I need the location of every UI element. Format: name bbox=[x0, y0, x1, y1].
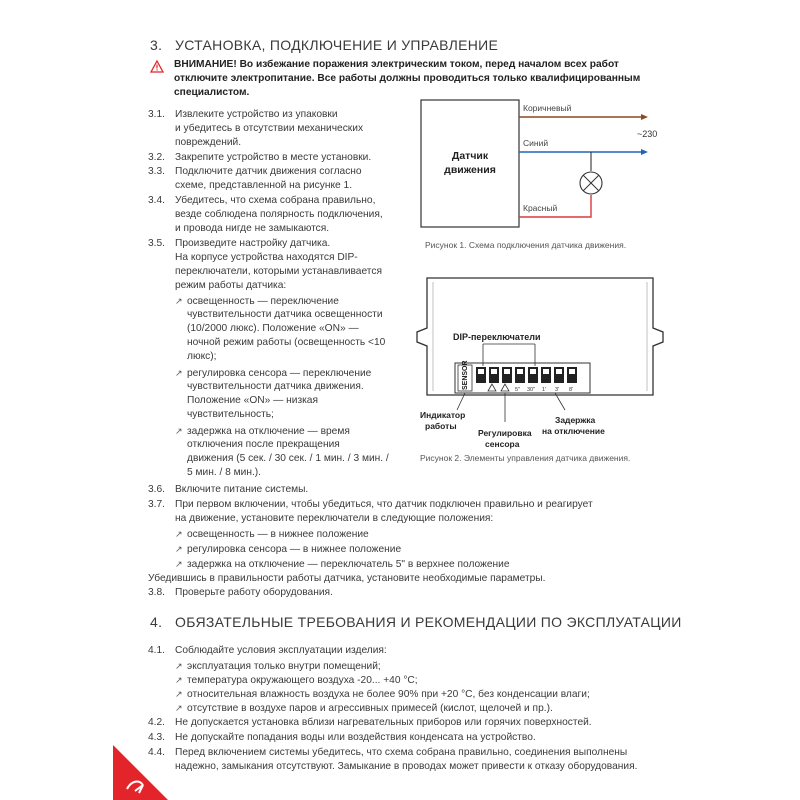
bullet-text: чувствительность; bbox=[187, 409, 274, 420]
section-number: 3. bbox=[150, 37, 163, 53]
bullet-arrow-icon: ↗ bbox=[175, 544, 183, 554]
tick-label: 8' bbox=[569, 387, 574, 393]
warning-line: отключите электропитание. Все работы должны проводиться только квалифицированным bbox=[174, 73, 641, 84]
indicator-label: Индикатор bbox=[420, 410, 466, 420]
step-text: Включите питание системы. bbox=[175, 484, 309, 495]
box-label: движения bbox=[444, 164, 496, 176]
step-text: Подключите датчик движения согласно bbox=[175, 166, 362, 177]
step-text: Проверьте работу оборудования. bbox=[175, 587, 333, 598]
step-number: 3.8. bbox=[148, 587, 165, 598]
step-text: везде соблюдена полярность подключения, bbox=[175, 209, 383, 220]
bullet-item: ↗ освещенность — в нижнее положение bbox=[175, 529, 369, 540]
step-number: 4.3. bbox=[148, 732, 165, 743]
step-text: надежно, замыкания отсутствуют. Замыкание в проводах может привести к отказу оборудования. bbox=[175, 761, 638, 772]
bullet-text: ночной режим работы (освещенность <10 bbox=[187, 337, 386, 348]
bullet-text: Положение «ON» — низкая bbox=[187, 395, 318, 406]
warning-line: специалистом. bbox=[174, 87, 250, 98]
step-text: Соблюдайте условия эксплуатации изделия: bbox=[175, 645, 387, 656]
delay-label: Задержка bbox=[555, 415, 596, 425]
bullet-item: ↗ эксплуатация только внутри помещений; bbox=[175, 661, 381, 672]
bullet-arrow-icon: ↗ bbox=[175, 689, 183, 699]
wire-label-red: Красный bbox=[523, 203, 558, 213]
bullet-text: отключения после прекращения bbox=[187, 439, 340, 450]
sensor-label: SENSOR bbox=[462, 360, 469, 390]
step-text: переключатели, которыми устанавливается bbox=[175, 266, 382, 277]
step-text: Убедитесь, что схема собрана правильно, bbox=[175, 195, 376, 206]
step-number: 3.5. bbox=[148, 238, 165, 249]
sensor-adjust-label: сенсора bbox=[485, 439, 520, 449]
step-number: 3.1. bbox=[148, 109, 165, 120]
step-text: повреждений. bbox=[175, 137, 242, 148]
tick-label: 3' bbox=[555, 387, 560, 393]
step-text: схеме, представленной на рисунке 1. bbox=[175, 180, 353, 191]
arrow-icon bbox=[641, 114, 648, 120]
bullet-arrow-icon: ↗ bbox=[175, 426, 183, 436]
bullet-arrow-icon: ↗ bbox=[175, 703, 183, 713]
controls-diagram bbox=[405, 270, 685, 450]
step-text: режим работы датчика: bbox=[175, 280, 287, 291]
step-text: Перед включением системы убедитесь, что схема собрана правильно, соединения выполнены bbox=[175, 747, 628, 758]
bullet-text: 5 мин. / 8 мин.). bbox=[187, 467, 262, 478]
step-text: Не допускается установка вблизи нагревательных приборов или горячих поверхностей. bbox=[175, 717, 592, 728]
bullet-arrow-icon: ↗ bbox=[175, 529, 183, 539]
box-label: Датчик bbox=[451, 150, 489, 162]
wire-label-blue: Синий bbox=[523, 138, 549, 148]
warning-icon bbox=[150, 60, 164, 73]
section-3-heading bbox=[150, 37, 498, 53]
step-number: 4.2. bbox=[148, 717, 165, 728]
step-text: Не допускайте попадания воды или воздействия конденсата на устройство. bbox=[175, 732, 536, 743]
bullet-item: ↗ относительная влажность воздуха не более 90% при +20 °С, без конденсации влаги; bbox=[175, 689, 590, 700]
brand-logo-icon bbox=[113, 745, 168, 800]
section-4-heading bbox=[150, 614, 682, 630]
step-number: 3.6. bbox=[148, 484, 165, 495]
step-text: и провода нигде не замыкаются. bbox=[175, 223, 330, 234]
bullet-item: ↗ задержка на отключение — переключатель 5" в верхнее положение bbox=[175, 559, 510, 570]
warning-line: ВНИМАНИЕ! Во избежание поражения электрическим током, перед началом всех работ bbox=[174, 59, 619, 70]
bullet-arrow-icon: ↗ bbox=[175, 296, 183, 306]
step-text: Извлеките устройство из упаковки bbox=[175, 109, 338, 120]
step-number: 3.2. bbox=[148, 152, 165, 163]
step-text: На корпусе устройства находятся DIP- bbox=[175, 252, 358, 263]
bullet-arrow-icon: ↗ bbox=[175, 661, 183, 671]
step-number: 3.4. bbox=[148, 195, 165, 206]
delay-label: на отключение bbox=[542, 426, 605, 436]
figure-2-caption: Рисунок 2. Элементы управления датчика движения. bbox=[420, 453, 631, 463]
bullet-text: чувствительности датчика движения. bbox=[187, 381, 364, 392]
step-text: При первом включении, чтобы убедиться, что датчик подключен правильно и реагирует bbox=[175, 499, 593, 510]
step-number: 3.7. bbox=[148, 499, 165, 510]
section-title: УСТАНОВКА, ПОДКЛЮЧЕНИЕ И УПРАВЛЕНИЕ bbox=[175, 37, 499, 53]
tick-label: 1' bbox=[542, 387, 547, 393]
step-text: Закрепите устройство в месте установки. bbox=[175, 152, 372, 163]
step-number: 4.1. bbox=[148, 645, 165, 656]
bullet-text: движения (5 сек. / 30 сек. / 1 мин. / 3 мин. / bbox=[187, 453, 389, 464]
bullet-item: ↗ регулировка сенсора — переключение bbox=[175, 368, 372, 379]
bullet-text: чувствительности датчика освещенности bbox=[187, 309, 383, 320]
step-number: 3.3. bbox=[148, 166, 165, 177]
bullet-item: ↗ освещенность — переключение bbox=[175, 296, 339, 307]
step-text: на движение, установите переключатели в следующие положения: bbox=[175, 513, 494, 524]
bullet-item: ↗ температура окружающего воздуха -20... +40 °С; bbox=[175, 675, 418, 686]
bullet-arrow-icon: ↗ bbox=[175, 368, 183, 378]
step-text: Убедившись в правильности работы датчика, установите необходимые параметры. bbox=[148, 573, 546, 584]
wiring-diagram bbox=[415, 95, 665, 245]
bullet-text: (10/2000 люкс). Положение «ON» — bbox=[187, 323, 359, 334]
sensor-adjust-label: Регулировка bbox=[478, 428, 532, 438]
bullet-arrow-icon: ↗ bbox=[175, 559, 183, 569]
bullet-item: ↗ регулировка сенсора — в нижнее положение bbox=[175, 544, 402, 555]
voltage-label: ~230 bbox=[637, 129, 658, 139]
tick-label: 30" bbox=[527, 387, 536, 393]
bullet-arrow-icon: ↗ bbox=[175, 675, 183, 685]
tick-label: 5" bbox=[515, 387, 521, 393]
bullet-item: ↗ задержка на отключение — время bbox=[175, 426, 350, 437]
step-text: Произведите настройку датчика. bbox=[175, 238, 331, 249]
section-title: ОБЯЗАТЕЛЬНЫЕ ТРЕБОВАНИЯ И РЕКОМЕНДАЦИИ ПО ЭКСПЛУАТАЦИИ bbox=[175, 614, 682, 630]
step-number: 4.4. bbox=[148, 747, 165, 758]
bullet-text: люкс); bbox=[187, 351, 217, 362]
bullet-item: ↗ отсутствие в воздухе паров и агрессивных примесей (кислот, щелочей и пр.). bbox=[175, 703, 553, 714]
figure-1-caption: Рисунок 1. Схема подключения датчика движения. bbox=[425, 240, 627, 250]
indicator-label: работы bbox=[425, 421, 457, 431]
wire-label-brown: Коричневый bbox=[523, 103, 572, 113]
step-text: и убедитесь в отсутствии механических bbox=[175, 123, 364, 134]
dip-label: DIP-переключатели bbox=[453, 332, 541, 342]
section-number: 4. bbox=[150, 614, 163, 630]
arrow-icon bbox=[641, 149, 648, 155]
